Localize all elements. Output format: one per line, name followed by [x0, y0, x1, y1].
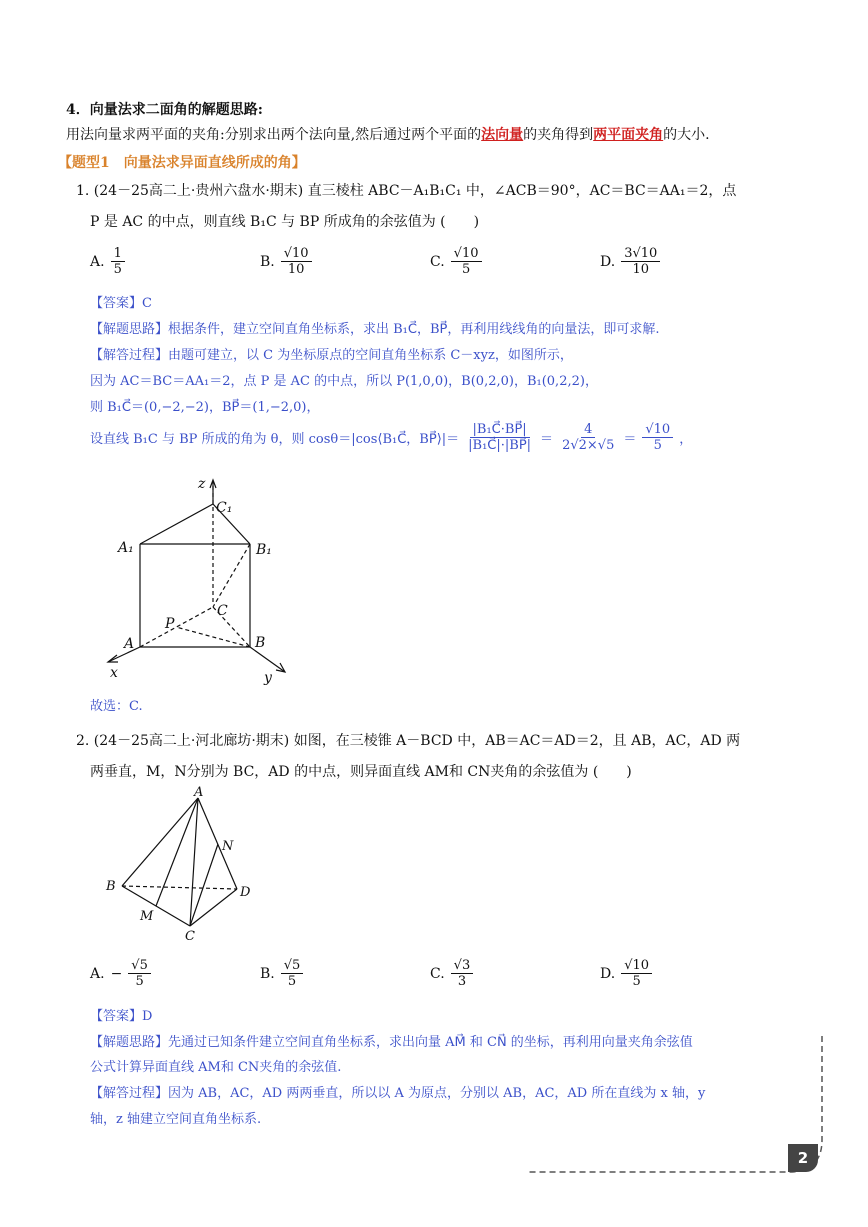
- frac-num: 4: [581, 422, 595, 438]
- frac-den: 5: [461, 262, 471, 277]
- type-heading: 【题型1 向量法求异面直线所成的角】: [58, 155, 306, 171]
- highlight-normal-vector: 法向量: [481, 127, 524, 143]
- q1-line2: P 是 AC 的中点，则直线 B₁C 与 BP 所成角的余弦值为 ( ): [90, 214, 480, 230]
- frac-num: √3: [451, 958, 474, 974]
- label-m: M: [140, 909, 154, 924]
- edge-bd: [122, 886, 237, 889]
- label-c: C: [217, 603, 228, 619]
- frac-num: 3√10: [621, 246, 660, 262]
- result-fraction: [642, 422, 673, 453]
- label-n: N: [222, 839, 234, 854]
- q2-option-b: [260, 958, 303, 989]
- section-text: [66, 124, 710, 144]
- q1-proc2: 因为 AC＝BC＝AA₁＝2，点 P 是 AC 的中点，所以 P(1,0,0)，B(0,2,0)，B₁(0,2,2)，: [90, 374, 598, 389]
- label-p: P: [165, 616, 175, 632]
- page-frame-decoration: [520, 1030, 830, 1180]
- label-a1: A₁: [118, 540, 134, 556]
- q1-proc3: 则 B₁C⃗＝(0,−2,−2)，BP⃗＝(1,−2,0)，: [90, 400, 320, 415]
- proc4-text: 设直线 B₁C 与 BP 所成的角为 θ，则 cosθ＝|cos⟨B₁C⃗，BP⃗⟩|＝: [90, 432, 460, 447]
- equals-sign: ＝: [623, 432, 637, 447]
- frac-num: √10: [642, 422, 673, 438]
- q1-choose: 故选：C.: [90, 699, 143, 714]
- edge-a1c1: [140, 504, 213, 544]
- q1-option-a: [90, 246, 125, 277]
- frac-num: √5: [281, 958, 304, 974]
- option-label: C.: [430, 253, 445, 270]
- q2-option-d: [600, 958, 652, 989]
- q1-option-d: [600, 246, 660, 277]
- q2-proc1: 【解答过程】因为 AB，AC，AD 两两垂直，所以以 A 为原点，分别以 AB，AC，AD 所在直线为 x 轴，y: [90, 1086, 706, 1101]
- q1-proc4: [90, 422, 692, 453]
- section-text-c: 的大小.: [663, 127, 710, 143]
- section-heading: 4．向量法求二面角的解题思路:: [66, 102, 263, 118]
- edge-ac: [140, 607, 213, 647]
- tail-comma: ，: [679, 432, 693, 447]
- label-b1: B₁: [256, 542, 272, 558]
- edge-cd: [190, 889, 237, 926]
- label-c: C: [185, 929, 195, 944]
- label-c1: C₁: [216, 500, 233, 516]
- label-x: x: [110, 665, 118, 681]
- label-a: A: [124, 636, 135, 652]
- option-fraction: [621, 246, 660, 277]
- frac-num: 1: [111, 246, 125, 262]
- q2-idea2: 公式计算异面直线 AM和 CN夹角的余弦值.: [90, 1060, 342, 1075]
- option-fraction: [451, 246, 482, 277]
- label-d: D: [240, 885, 251, 900]
- option-fraction: [451, 958, 474, 989]
- option-label: D.: [600, 253, 616, 270]
- frac-num: √10: [281, 246, 312, 262]
- label-a: A: [194, 786, 204, 800]
- q2-option-a: [90, 958, 151, 989]
- option-label: A.: [90, 253, 105, 270]
- frac-num: |B₁C⃗·BP⃗|: [470, 422, 530, 438]
- line-bp: [176, 627, 250, 647]
- q1-option-c: [430, 246, 482, 277]
- q1-proc1: 【解答过程】由题可建立，以 C 为坐标原点的空间直角坐标系 C－xyz，如图所示，: [90, 348, 573, 363]
- frac-den: 5: [287, 974, 297, 989]
- page-number: 2: [797, 1149, 809, 1167]
- q2-idea1: 【解题思路】先通过已知条件建立空间直角坐标系，求出向量 AM⃗ 和 CN⃗ 的坐标，再利用向量夹角余弦值: [90, 1035, 693, 1050]
- frac-den: 5: [653, 438, 662, 453]
- prism-figure: [100, 472, 300, 687]
- q1-answer: 【答案】C: [90, 296, 152, 311]
- tetrahedron-figure: [100, 786, 260, 946]
- frac-den: 5: [632, 974, 641, 989]
- dashed-frame: [528, 1036, 822, 1172]
- section-text-b: 的夹角得到: [523, 127, 594, 143]
- highlight-plane-angle: 两平面夹角: [593, 127, 664, 143]
- q2-answer: 【答案】D: [90, 1009, 153, 1024]
- q2-line1: 2. (24－25高二上·河北廊坊·期末) 如图，在三棱锥 A－BCD 中，AB＝AC＝AD＝2，且 AB，AC，AD 两: [76, 733, 741, 749]
- option-label: C.: [430, 965, 445, 982]
- y-arrow: [276, 663, 285, 672]
- cos-fraction: [465, 422, 534, 453]
- section-text-a: 用法向量求两平面的夹角:分别求出两个法向量,然后通过两个平面的: [66, 127, 482, 143]
- option-label: D.: [600, 965, 616, 982]
- option-label: B.: [260, 965, 275, 982]
- option-label: B.: [260, 253, 275, 270]
- line-b1c: [213, 544, 250, 607]
- value-fraction: [559, 422, 617, 453]
- label-b: B: [255, 635, 266, 651]
- frac-den: 5: [135, 974, 144, 989]
- frac-den: 10: [287, 262, 305, 277]
- frac-den: |B₁C⃗|·|BP⃗|: [468, 438, 532, 453]
- q1-line1: 1. (24－25高二上·贵州六盘水·期末) 直三棱柱 ABC－A₁B₁C₁ 中，∠ACB＝90°，AC＝BC＝AA₁＝2，点: [76, 183, 737, 199]
- equals-sign: ＝: [540, 432, 554, 447]
- frac-num: √10: [621, 958, 652, 974]
- frac-den: 2√2×√5: [562, 438, 615, 453]
- option-fraction: [128, 958, 151, 989]
- q2-option-c: [430, 958, 473, 989]
- frac-den: 10: [632, 262, 650, 277]
- label-b: B: [106, 879, 116, 894]
- frac-den: 5: [113, 262, 122, 277]
- option-fraction: [621, 958, 652, 989]
- edge-ab: [122, 798, 198, 886]
- frac-den: 3: [457, 974, 467, 989]
- option-label: A.: [90, 965, 105, 982]
- frac-num: √10: [451, 246, 482, 262]
- option-fraction: [111, 246, 125, 277]
- q1-idea: 【解题思路】根据条件，建立空间直角坐标系，求出 B₁C⃗，BP⃗，再利用线线角的向量法，即可求解.: [90, 322, 660, 337]
- option-fraction: [281, 246, 312, 277]
- option-sign: −: [110, 965, 123, 982]
- q1-option-b: [260, 246, 312, 277]
- page-number-badge: [788, 1144, 818, 1172]
- option-fraction: [281, 958, 304, 989]
- label-z: z: [198, 476, 206, 492]
- q2-proc2: 轴，z 轴建立空间直角坐标系.: [90, 1112, 262, 1127]
- q2-line2: 两垂直，M，N分别为 BC，AD 的中点，则异面直线 AM和 CN夹角的余弦值为 ( ): [90, 764, 632, 780]
- label-y: y: [264, 670, 272, 686]
- frac-num: √5: [128, 958, 151, 974]
